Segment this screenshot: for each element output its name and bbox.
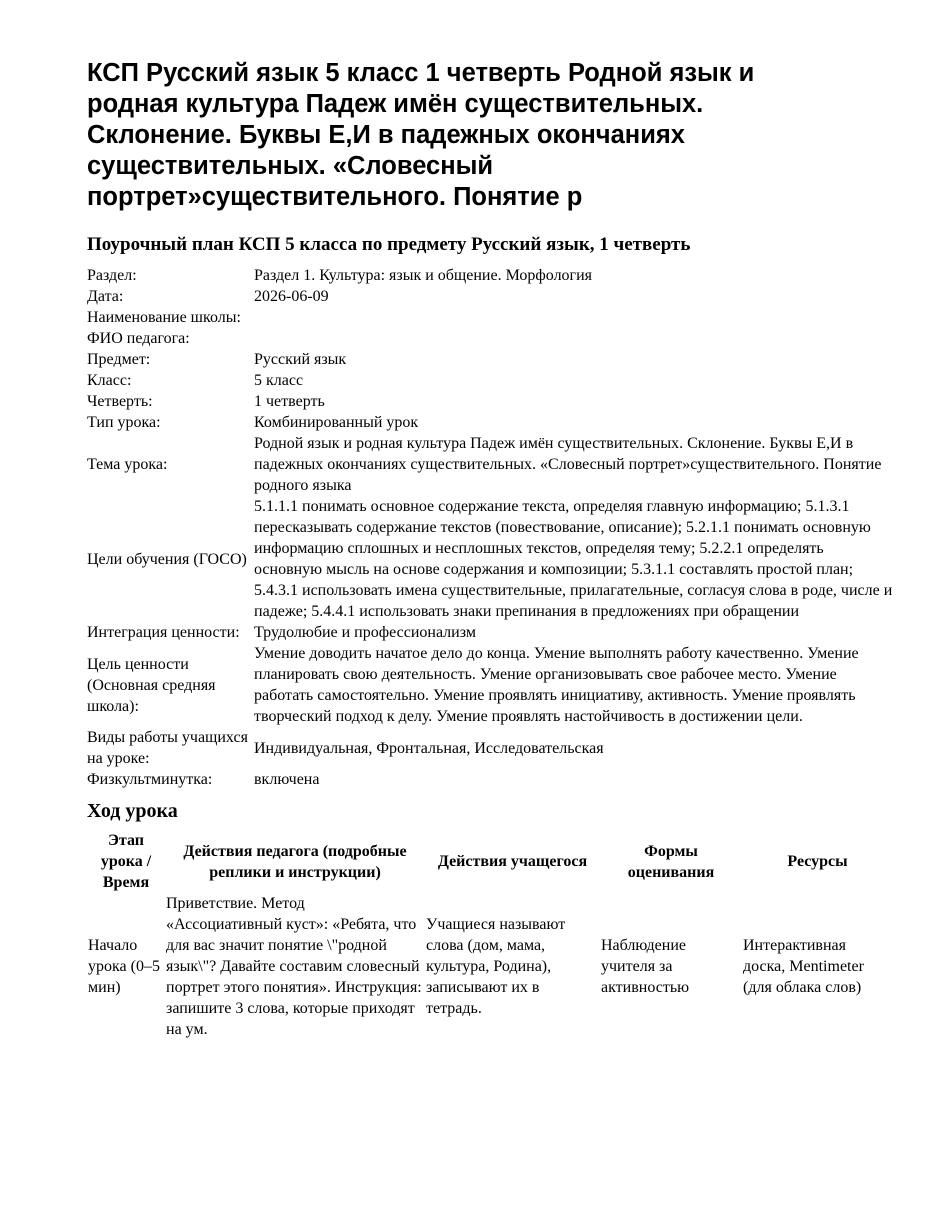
header-stage: Этап урока / Время [100, 832, 152, 891]
info-value: Раздел 1. Культура: язык и общение. Морфология [254, 267, 593, 284]
info-label: Дата: [87, 288, 124, 305]
info-label: Наименование школы: [87, 309, 241, 326]
lesson-flow-table [87, 830, 893, 1040]
cell-stage: Начало урока (0–5 мин) [88, 937, 160, 996]
lesson-heading: Ход урока [87, 800, 178, 822]
info-value: 5 класс [254, 372, 304, 389]
header-resources: Ресурсы [787, 853, 848, 870]
info-label: Тема урока: [87, 456, 168, 473]
info-value: 5.1.1.1 понимать основное содержание текста, определяя главную информацию; 5.1.3.1 пересказывать содержание текстов (повествование, описание); 5.2.1.1 понимать основную информацию сплошных и несплошных текстов, определяя тему; 5.2.2.1 определять основную мысль на основе содержания и композиции; 5.3.1.1 составлять простой план; 5.4.3.1 использовать имена существительные, прилагательные, согласуя слова в роде, числе и падеже; 5.4.4.1 использовать знаки препинания в предложениях при обращении [254, 498, 893, 620]
info-row [87, 286, 893, 307]
info-row [87, 349, 893, 370]
info-value: Умение доводить начатое дело до конца. Умение выполнять работу качественно. Умение планировать свою деятельность. Умение организовывать свое рабочее место. Умение работать самостоятельно. Умение проявлять инициативу, активность. Умение проявлять творческий подход к делу. Умение проявлять настойчивость в достижении цели. [254, 645, 859, 725]
info-row [87, 307, 893, 328]
info-row [87, 328, 893, 349]
info-value: включена [254, 771, 320, 788]
info-value: Трудолюбие и профессионализм [254, 624, 476, 641]
info-label: Цель ценности (Основная средняя школа): [87, 655, 216, 715]
info-row [87, 412, 893, 433]
info-row [87, 727, 893, 769]
info-label: Интеграция ценности: [87, 624, 240, 641]
lesson-header-row [87, 830, 893, 893]
info-label: Класс: [87, 372, 132, 389]
info-value: Комбинированный урок [254, 414, 419, 431]
header-student-actions: Действия учащегося [437, 853, 588, 870]
info-value [254, 307, 893, 328]
info-value: Индивидуальная, Фронтальная, Исследовательская [254, 739, 604, 757]
info-row [87, 622, 893, 643]
document-page [87, 58, 893, 1040]
info-value: Родной язык и родная культура Падеж имён существительных. Склонение. Буквы Е,И в падежных окончаниях существительных. «Словесный портрет»существительного. Понятие родного языка [254, 435, 882, 494]
header-assessment: Формы оценивания [627, 842, 715, 881]
info-label: Четверть: [87, 393, 153, 410]
info-row [87, 643, 893, 727]
info-value: 2026-06-09 [254, 288, 329, 305]
info-label: Раздел: [87, 267, 137, 284]
info-value: Русский язык [254, 351, 347, 368]
info-label: ФИО педагога: [87, 330, 190, 347]
lesson-info-table [87, 265, 893, 790]
info-label: Цели обучения (ГОСО) [87, 550, 247, 568]
info-value: 1 четверть [254, 393, 325, 410]
info-label: Виды работы учащихся на уроке: [87, 729, 248, 767]
table-row [87, 893, 893, 1040]
info-row [87, 496, 893, 622]
info-row [87, 433, 893, 496]
header-teacher-actions: Действия педагога (подробные реплики и инструкции) [183, 842, 407, 881]
info-row [87, 370, 893, 391]
document-title: КСП Русский язык 5 класс 1 четверть Родной язык и родная культура Падеж имён существительных. Склонение. Буквы Е,И в падежных окончаниях существительных. «Словесный портрет»существительного. Понятие р [87, 59, 755, 211]
cell-assessment: Наблюдение учителя за активностью [601, 937, 690, 996]
info-label: Тип урока: [87, 414, 161, 431]
cell-resources: Интерактивная доска, Mentimeter (для облака слов) [743, 937, 864, 996]
info-label: Физкультминутка: [87, 771, 213, 788]
info-row [87, 265, 893, 286]
cell-teacher-actions: Приветствие. Метод «Ассоциативный куст»: «Ребята, что для вас значит понятие \"родной язык\"? Давайте составим словесный портрет этого понятия». Инструкция: запишите 3 слова, которые приходят на ум. [166, 895, 422, 1038]
info-label: Предмет: [87, 351, 151, 368]
info-row [87, 391, 893, 412]
plan-subtitle: Поурочный план КСП 5 класса по предмету Русский язык, 1 четверть [87, 234, 691, 255]
info-row [87, 769, 893, 790]
info-value [254, 328, 893, 349]
cell-student-actions: Учащиеся называют слова (дом, мама, культура, Родина), записывают их в тетрадь. [426, 916, 566, 1017]
